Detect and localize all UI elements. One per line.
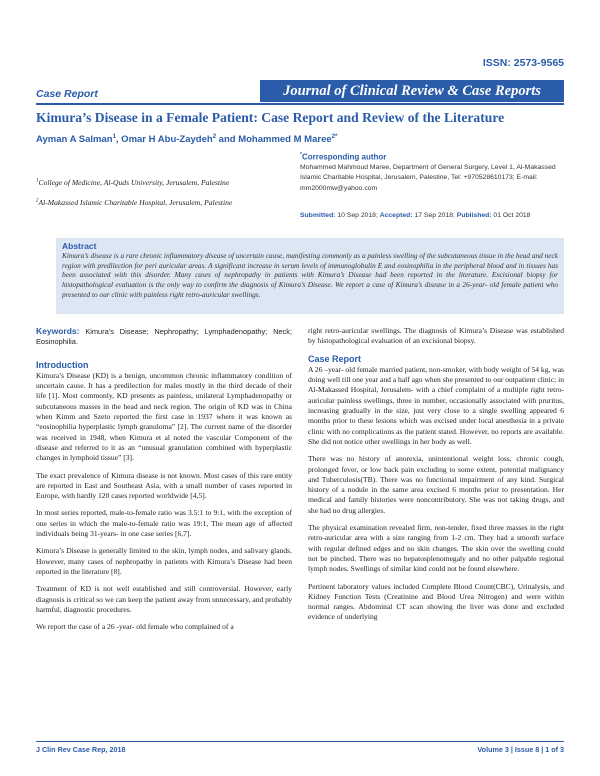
author-2: , Omar H Abu-Zaydeh <box>115 134 213 146</box>
intro-paragraph: Kimura’s Disease (KD) is a benign, uncommon chronic inflammatory condition of uncertain cause. It has a predilection for males mostly in the third decade of their life [1]. Most commonly, KD presents as painless, unilateral Lymphadenopathy or subcutaneous masses in the head and neck region. The origin of KD was in China when Kimm and Szeto reported the first case in 1937 where it was known as “eosinophilia hyperplastic lymph granuloma” [2]. The current name of the disorder was received in 1948, when Kimura et al noted the vascular Component of the disease and referred to it as an “unusual granulation combined with hyperplastic changes in lymphoid tissue” [3]. <box>36 370 292 463</box>
issn: ISSN: 2573-9565 <box>482 57 564 69</box>
published-label: Published: <box>456 212 492 219</box>
keywords <box>36 326 292 348</box>
journal-name: Journal of Clinical Review & Case Reports <box>260 80 564 102</box>
introduction-heading: Introduction <box>36 359 89 370</box>
article-title: Kimura’s Disease in a Female Patient: Case Report and Review of the Literature <box>36 110 505 125</box>
case-paragraph: A 26 –year- old female married patient, non-smoker, with body weight of 54 kg, was doing well till one year and a half ago when she presented to our outpatient clinic; in Al-Makassed Hospital, Jerusalem- with a chief complaint of a multiple right retro- auricular painless swellings, three in number, occasionally associated with pruritus, increasing gradually in the size, just very close to a single swelling appeared 6 months prior to these lesions which was excised under local anesthesia in a private clinic with no complications as the patient stated. However, no reports are available. She did not notice other swellings in her body as well. <box>308 364 564 446</box>
author-2-affiliation: 2 <box>212 134 217 140</box>
intro-paragraph: In most series reported, male-to-female ratio was 3.5:1 to 9:1, with the exception of one series in which the male-to-female ratio was 19:1, The mean age of affected individuals being 31-years- in one case series [6,7]. <box>36 508 292 539</box>
intro-paragraph: Kimura’s Disease is generally limited to the skin, lymph nodes, and salivary glands. However, many cases of nephropathy in patients with Kimura’s Disease had been reported in the literature [8]. <box>36 546 292 576</box>
author-1: Ayman A Salman <box>36 134 113 146</box>
publication-dates <box>300 212 530 219</box>
case-paragraph: The physical examination revealed firm, non-tender, fixed three masses in the right retro-auricular area with a size ranging from 1-2 cm. They had a smooth surface with regular defined edges and no skin changes. The skin over the swelling could not be pinched. There was no hepatosplenomegaly and no other palpable regional lymph nodes. Swellings of similar kind could not be found elsewhere. <box>308 523 564 574</box>
abstract-title: Abstract <box>62 241 97 251</box>
correspondence-title-text: Corresponding author <box>301 152 387 162</box>
right-column <box>308 326 564 630</box>
published-date: 01 Oct 2018 <box>491 212 531 219</box>
affiliation-1 <box>36 178 229 187</box>
correspondence-block <box>300 152 564 194</box>
article-type: Case Report <box>36 88 98 100</box>
correspondence-mark: * <box>300 152 302 158</box>
header-divider <box>36 103 564 105</box>
submitted-date: 10 Sep 2018; <box>335 212 380 219</box>
affiliation-1-text: College of Medicine, Al-Quds University, Jerusalem, Palestine <box>38 178 230 187</box>
left-column <box>36 326 292 639</box>
correspondence-title <box>300 152 564 162</box>
journal-header <box>36 80 564 102</box>
author-3: and Mohammed M Maree <box>216 134 332 146</box>
accepted-date: 17 Sep 2018; <box>412 212 457 219</box>
affiliation-2 <box>36 198 232 207</box>
accepted-label: Accepted: <box>379 212 413 219</box>
footer-page-info: Volume 3 | Issue 8 | 1 of 3 <box>477 745 564 754</box>
intro-paragraph: The exact prevalence of Kimura disease is not known. Most cases of this rare entity are reported in East and Southeast Asia, with a small number of cases reported in Europe, with hardly 120 cases reported worldwide [4,5]. <box>36 470 292 501</box>
affiliation-1-number: 1 <box>36 178 39 184</box>
abstract-text: Kimura’s disease is a rare chronic inflammatory disease of uncertain cause, manifesting commonly as a painless swelling of the subcutaneous tissue in the head and neck region with predilection for peri auricular areas. A significant increase in serum levels of immunoglobulin E and eosinophilia in the peripheral blood and in tissues has been associated with this disorder. Many cases of nephropathy in patients with Kimura’s Disease had been reported in the literature. Excisional biopsy for histopathological evaluation is the only way to confirm the diagnosis of Kimura’s Disease. We report a case of Kimura’s disease in a 26-year- old female patient who presented to our clinic with painless right retro-auricular swellings. <box>62 251 558 299</box>
author-list <box>36 134 337 145</box>
keywords-label: Keywords: <box>36 326 80 336</box>
author-3-affiliation: 2* <box>331 134 338 140</box>
affiliation-2-number: 2 <box>36 198 39 204</box>
case-paragraph: There was no history of anorexia, unintentional weight loss, chronic cough, prolonged fever, or low back pain excluding to some extent, potential malignancy and Tuberculosis(TB). There was no functional impairment of any kind. Surgical history of a nodule in the same area excised 6 months prior to presentation. Her medical and family histories were noncontributory. She was not taking drugs, and she had no drug allergies. <box>308 454 564 515</box>
affiliation-2-text: Al-Makassed Islamic Charitable Hospital, Jerusalem, Palestine <box>38 198 233 207</box>
footer-divider <box>36 741 564 742</box>
author-1-affiliation: 1 <box>112 134 116 140</box>
intro-paragraph: We report the case of a 26 -year- old female who complained of a <box>36 622 234 632</box>
intro-paragraph: Treatment of KD is not well established and still controversial. However, early diagnosis is critical so we can keep the patient away from unnecessary, and probably harmful, diagnostic procedures. <box>36 584 292 614</box>
case-paragraph: Pertinent laboratory values included Complete Blood Count(CBC), Urinalysis, and Kidney Function Tests (Creatinine and Blood Urea Nitrogen) and were within normal ranges. Abdominal CT scan showing the liver was done and excluded evidence of underlying <box>308 581 564 622</box>
footer-citation: J Clin Rev Case Rep, 2018 <box>36 745 126 754</box>
keywords-text: Kimura’s Disease; Nephropathy; Lymphadenopathy; Neck; Eosinophilia. <box>36 327 292 347</box>
submitted-label: Submitted: <box>300 212 336 219</box>
intro-continuation: right retro-auricular swellings. The diagnosis of Kimura’s Disease was established by histopathological evaluation of an excisional biopsy. <box>308 326 564 346</box>
correspondence-text: Mohammed Mahmoud Maree, Department of General Surgery, Level 1, Al-Makassed Islamic Charitable Hospital, Jerusalem, Palestine, Tel: +970528610173; E-mail: mm2000mw@yahoo.com <box>300 163 556 192</box>
abstract-box <box>56 238 564 314</box>
case-report-heading: Case Report <box>308 353 362 364</box>
